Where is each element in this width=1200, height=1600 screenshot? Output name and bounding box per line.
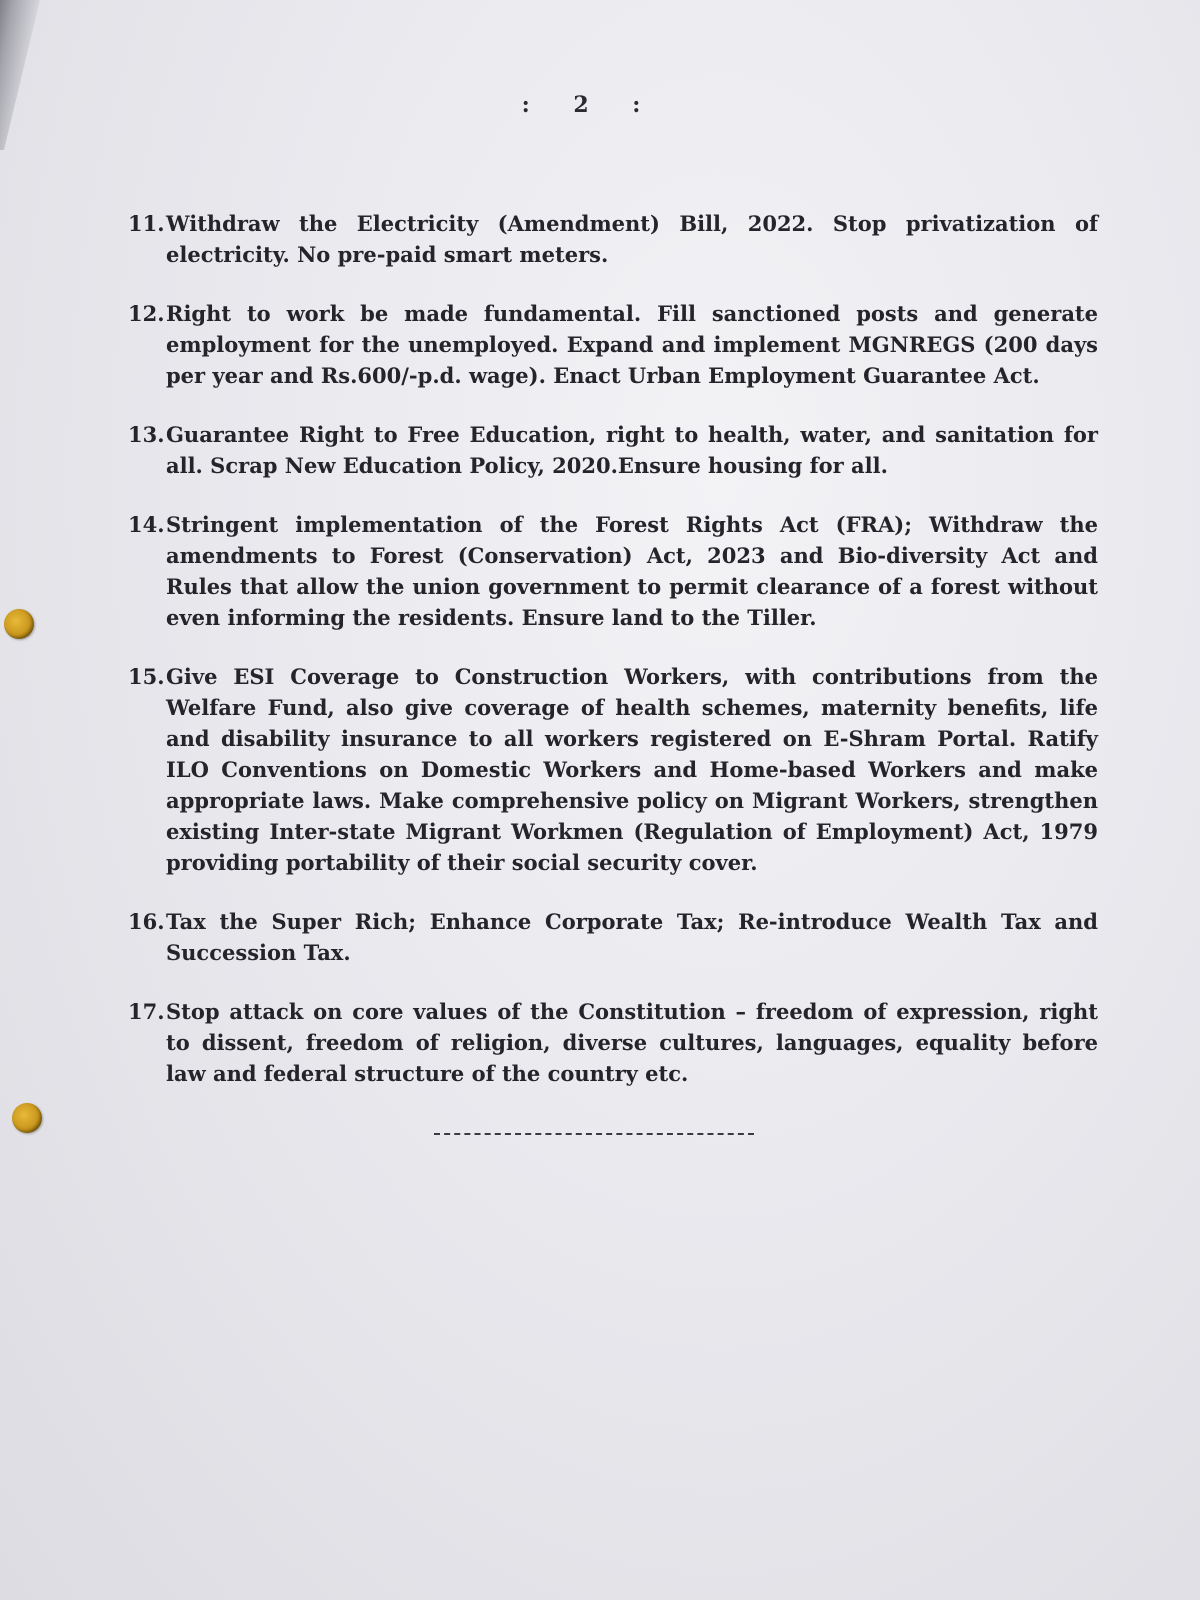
list-item-11 <box>128 208 1098 270</box>
punch-hole-icon <box>4 609 34 639</box>
item-number: 14. <box>128 512 165 537</box>
item-text: Give ESI Coverage to Construction Workers, with contributions from the Welfare Fund, also give coverage of health schemes, maternity benefits, life and disability insurance to all workers registered on E-Shram Portal. Ratify ILO Conventions on Domestic Workers and Home-based Workers and make appropriate laws. Make comprehensive policy on Migrant Workers, strengthen existing Inter-state Migrant Workmen (Regulation of Employment) Act, 1979 providing portability of their social security cover. <box>166 664 1098 875</box>
punch-hole-icon <box>12 1103 42 1133</box>
item-text: Withdraw the Electricity (Amendment) Bill, 2022. Stop privatization of electricity. No pre-paid smart meters. <box>166 211 1098 267</box>
page-corner-curl <box>0 0 40 150</box>
list-item-13 <box>128 419 1098 481</box>
item-number: 13. <box>128 422 165 447</box>
item-text: Stop attack on core values of the Constitution – freedom of expression, right to dissent, freedom of religion, diverse cultures, languages, equality before law and federal structure of the country etc. <box>166 999 1098 1086</box>
list-item-16 <box>128 906 1098 968</box>
item-number: 12. <box>128 301 165 326</box>
demands-list <box>128 208 1098 1117</box>
item-number: 15. <box>128 664 165 689</box>
item-number: 11. <box>128 211 165 236</box>
item-number: 17. <box>128 999 165 1024</box>
end-divider <box>434 1133 754 1135</box>
item-text: Tax the Super Rich; Enhance Corporate Tax; Re-introduce Wealth Tax and Succession Tax. <box>166 909 1098 965</box>
list-item-15 <box>128 661 1098 878</box>
item-text: Guarantee Right to Free Education, right to health, water, and sanitation for all. Scrap New Education Policy, 2020.Ensure housing for all. <box>166 422 1098 478</box>
item-text: Stringent implementation of the Forest Rights Act (FRA); Withdraw the amendments to Forest (Conservation) Act, 2023 and Bio-diversity Act and Rules that allow the union government to permit clearance of a forest without even informing the residents. Ensure land to the Tiller. <box>166 512 1098 630</box>
list-item-14 <box>128 509 1098 633</box>
page-number: : 2 : <box>521 92 659 118</box>
list-item-17 <box>128 996 1098 1089</box>
item-text: Right to work be made fundamental. Fill sanctioned posts and generate employment for the unemployed. Expand and implement MGNREGS (200 days per year and Rs.600/-p.d. wage). Enact Urban Employment Guarantee Act. <box>166 301 1098 388</box>
list-item-12 <box>128 298 1098 391</box>
item-number: 16. <box>128 909 165 934</box>
